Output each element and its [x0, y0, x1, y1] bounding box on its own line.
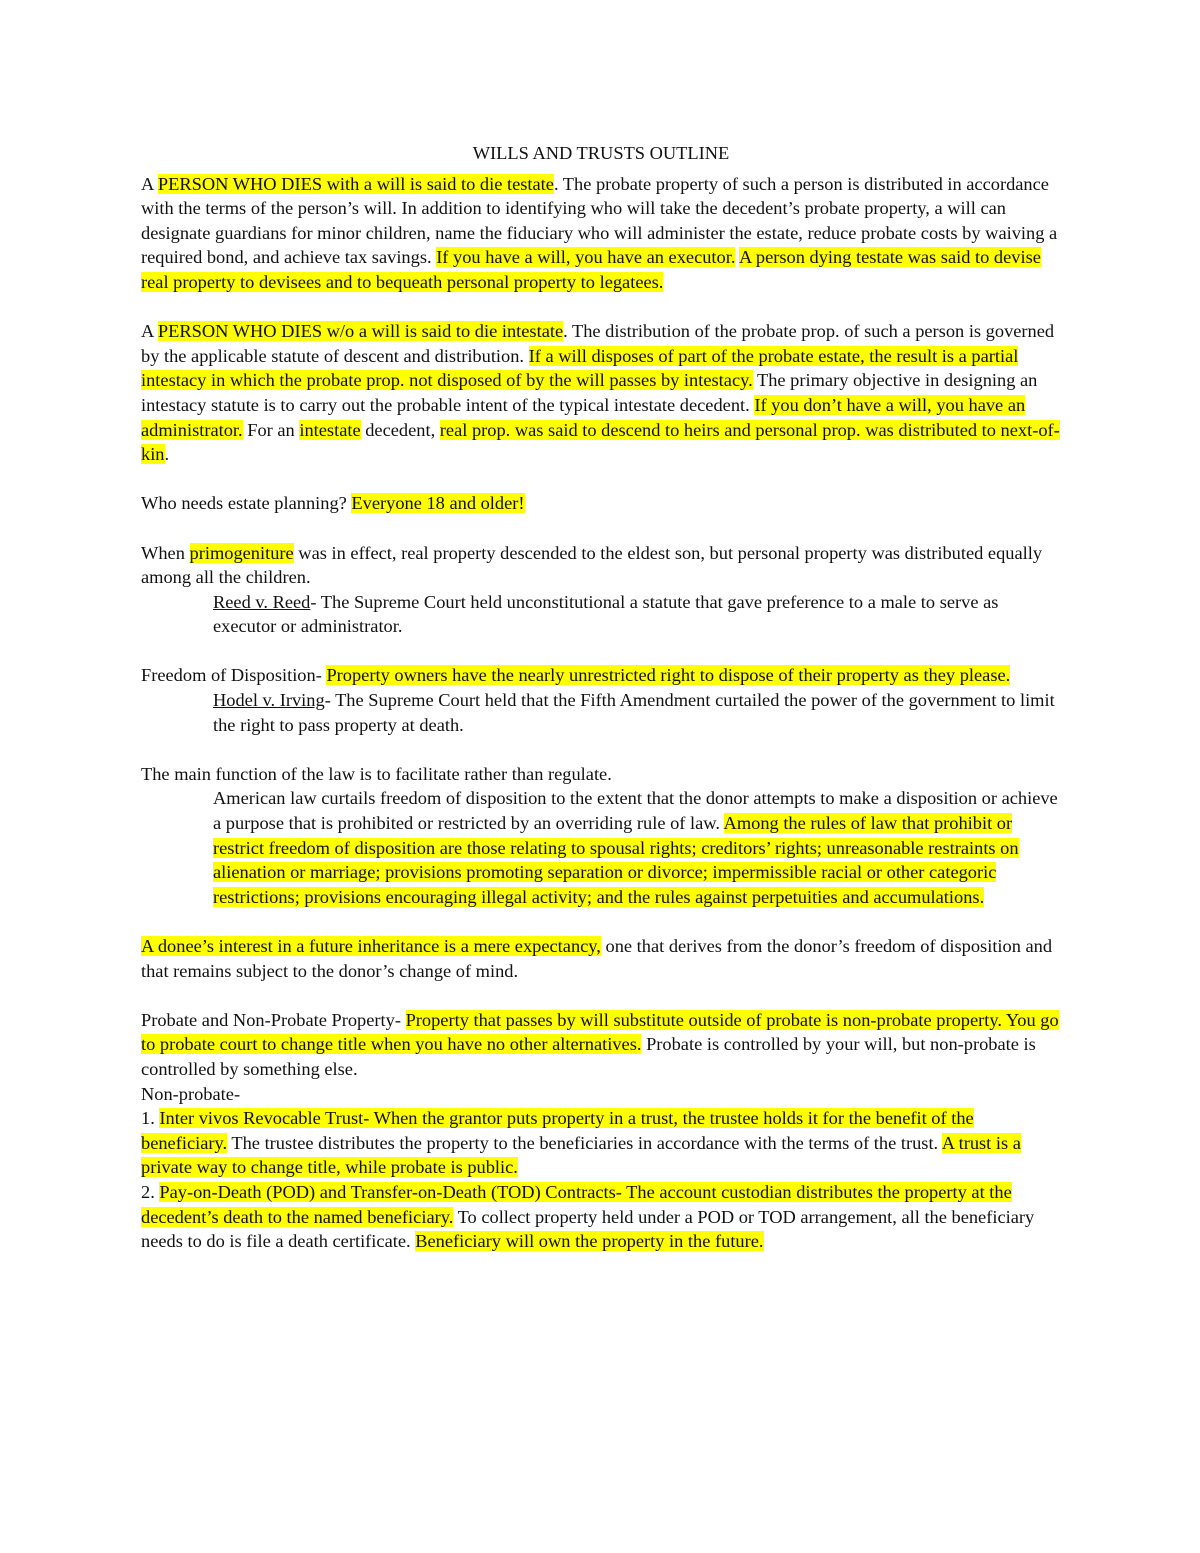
hodel-case-paragraph [141, 688, 1061, 737]
revocable-trust-item [141, 1106, 1061, 1180]
highlighted-text: If you have a will, you have an executor. [436, 247, 736, 268]
text-segment: decedent, [360, 419, 440, 440]
non-probate-heading [141, 1082, 1061, 1107]
expectancy-paragraph [141, 934, 1061, 983]
highlighted-text: Pay-on-Death (POD) and Transfer-on-Death (TOD) Contracts- The account custodian distributes the property at the decedent’s death to the named beneficiary. [141, 1181, 1012, 1227]
estate-planning-paragraph [141, 491, 1061, 516]
highlighted-text: A person dying testate was said to devise real property to devisees and to bequeath personal property to legatees. [141, 247, 1041, 292]
american-law-paragraph [141, 786, 1061, 909]
reed-case-paragraph [141, 590, 1061, 639]
highlighted-text: PERSON WHO DIES w/o a will is said to die intestate [157, 321, 564, 342]
document-title: WILLS AND TRUSTS OUTLINE [472, 143, 730, 163]
text-segment: . The distribution of the probate prop. of such a person is governed by the applicable statute of descent and distribution. [141, 321, 1055, 366]
testate-paragraph [141, 172, 1061, 295]
text-segment: The primary objective in designing an intestacy statute is to carry out the probable intent of the typical intestate decedent. [141, 370, 1038, 415]
text-segment: American law curtails freedom of disposition to the extent that the donor attempts to make a disposition or achieve a purpose that is prohibited or restricted by an overriding rule of law. [213, 788, 1058, 834]
text-segment: Freedom of Disposition- [141, 665, 327, 686]
text-segment: For an [242, 419, 300, 440]
text-segment: A [141, 321, 158, 342]
highlighted-text: Among the rules of law that prohibit or restrict freedom of disposition are those relating to spousal rights; creditors’ rights; unreasonable restraints on alienation or marriage; provisions promoting separation or divorce; impermissible racial or other categoric restrictions; provisions encouraging illegal activity; and the rules against perpetuities and accumulations. [213, 813, 1019, 907]
text-segment: one that derives from the donor’s freedom of disposition and that remains subject to the donor’s change of mind. [141, 936, 1053, 981]
highlighted-text: intestate [299, 419, 361, 440]
case-name: Reed v. Reed [213, 591, 311, 612]
text-segment: When [141, 542, 190, 563]
text-segment: Probate and Non-Probate Property- [141, 1009, 406, 1030]
freedom-disposition-paragraph [141, 663, 1061, 688]
document-body [141, 141, 1061, 1254]
text-segment: . The probate property of such a person is distributed in accordance with the terms of the person’s will. In addition to identifying who will take the decedent’s probate property, a will can designate guardians for minor children, name the fiduciary who will administer the estate, reduce probate costs by waiving a required bond, and achieve tax savings. [141, 173, 1058, 268]
text-segment: Who needs estate planning? [141, 493, 352, 514]
text-segment: was in effect, real property descended to the eldest son, but personal property was distributed equally among all the children. [141, 542, 1043, 588]
primogeniture-paragraph [141, 541, 1061, 590]
highlighted-text: Property owners have the nearly unrestricted right to dispose of their property as they please. [326, 665, 1011, 686]
highlighted-text: Beneficiary will own the property in the future. [415, 1231, 764, 1252]
text-segment: Non-probate- [141, 1083, 241, 1104]
highlighted-text: PERSON WHO DIES with a will is said to die testate [157, 173, 554, 194]
text-segment: - The Supreme Court held unconstitutional a statute that gave preference to a male to serve as executor or administrator. [213, 591, 999, 637]
highlighted-text: If you don’t have a will, you have an administrator. [141, 394, 1026, 440]
text-segment: . [164, 444, 170, 465]
text-segment: 2. [141, 1181, 160, 1202]
text-segment: Probate is controlled by your will, but non-probate is controlled by something else. [141, 1034, 1036, 1079]
text-segment: - The Supreme Court held that the Fifth Amendment curtailed the power of the government to limit the right to pass property at death. [213, 690, 1055, 735]
highlighted-text: If a will disposes of part of the probate estate, the result is a partial intestacy in which the probate prop. not disposed of by the will passes by intestacy. [141, 345, 1019, 391]
text-segment: The trustee distributes the property to the beneficiaries in accordance with the terms of the trust. [227, 1132, 942, 1153]
text-segment: 1. [141, 1108, 160, 1129]
text-segment: To collect property held under a POD or TOD arrangement, all the beneficiary needs to do is file a death certificate. [141, 1206, 1035, 1252]
case-name: Hodel v. Irving [213, 690, 325, 711]
highlighted-text: A donee’s interest in a future inheritance is a mere expectancy, [141, 936, 601, 956]
highlighted-text: primogeniture [189, 542, 294, 563]
pod-tod-item [141, 1180, 1061, 1254]
highlighted-text: Property that passes by will substitute outside of probate is non-probate property. You go to probate court to change title when you have no other alternatives. [141, 1009, 1059, 1055]
intestate-paragraph [141, 319, 1061, 467]
highlighted-text: Inter vivos Revocable Trust- When the grantor puts property in a trust, the trustee holds it for the benefit of the beneficiary. [141, 1108, 974, 1153]
text-segment: A [141, 173, 158, 194]
probate-property-paragraph [141, 1008, 1061, 1082]
highlighted-text: Everyone 18 and older! [351, 493, 525, 514]
text-segment: The main function of the law is to facilitate rather than regulate. [141, 763, 612, 784]
highlighted-text: A trust is a private way to change title, while probate is public. [141, 1132, 1021, 1178]
highlighted-text: real prop. was said to descend to heirs and personal prop. was distributed to next-of-kin [141, 419, 1060, 465]
law-function-paragraph [141, 762, 1061, 787]
